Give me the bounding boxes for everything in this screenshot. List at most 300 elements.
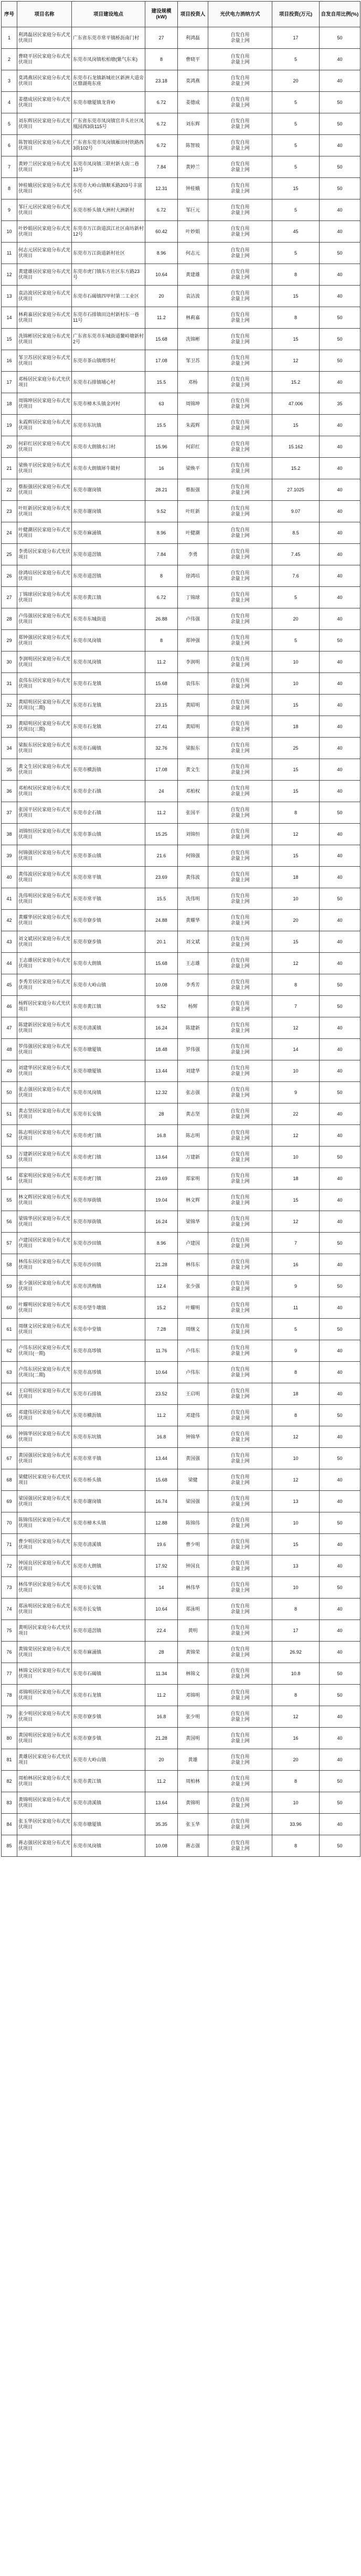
cell-investor: 刘东辉 [178,113,208,135]
cell-investor: 叶妙娟 [178,221,208,243]
cell-consumption-mode: 自发自用 余量上网 [208,1728,272,1749]
table-row [2,565,360,587]
cell-capacity: 17.08 [145,350,178,372]
cell-self-use-ratio: 40 [320,1168,360,1190]
cell-investor: 万建新 [178,1147,208,1168]
cell-project-name: 黄昭明居民家庭分布式光伏项目(三期) [17,716,72,738]
solar-project-table [1,1,360,1857]
cell-self-use-ratio: 40 [320,49,360,70]
cell-index: 63 [2,1362,17,1383]
cell-consumption-mode: 自发自用 余量上网 [208,1082,272,1103]
cell-investor: 黄国强 [178,1448,208,1469]
cell-location: 东莞市寮步镇 [72,910,145,931]
cell-capacity: 27 [145,27,178,49]
cell-index: 29 [2,630,17,651]
cell-project-name: 卢伟东居民家庭分布式光伏项目(一期) [17,1340,72,1362]
cell-project-name: 卢伟强居民家庭分布式光伏项目 [17,608,72,630]
table-row [2,1728,360,1749]
cell-consumption-mode: 自发自用 余量上网 [208,1340,272,1362]
cell-investment: 8 [272,1405,320,1426]
cell-location: 东莞市寮步镇 [72,1728,145,1749]
cell-consumption-mode: 自发自用 余量上网 [208,1211,272,1233]
cell-capacity: 19.6 [145,1534,178,1555]
cell-self-use-ratio: 40 [320,1728,360,1749]
cell-investment: 5 [272,92,320,113]
cell-index: 81 [2,1749,17,1771]
cell-investment: 12 [272,1426,320,1448]
cell-consumption-mode: 自发自用 余量上网 [208,221,272,243]
cell-capacity: 12.4 [145,1276,178,1297]
cell-investor: 袁洁波 [178,286,208,307]
cell-self-use-ratio: 40 [320,1383,360,1405]
cell-project-name: 莫鸿燕居民家庭分布式光伏项目 [17,70,72,92]
cell-investment: 7 [272,996,320,1017]
table-row [2,630,360,651]
cell-capacity: 15.5 [145,888,178,910]
cell-investment: 5 [272,49,320,70]
cell-index: 6 [2,135,17,156]
cell-investor: 黄婷兰 [178,156,208,178]
cell-investor: 邓锦明 [178,1685,208,1706]
cell-consumption-mode: 自发自用 余量上网 [208,781,272,802]
cell-investment: 15 [272,695,320,716]
cell-investor: 黄志坚 [178,1103,208,1125]
cell-self-use-ratio: 50 [320,1233,360,1254]
table-row [2,1405,360,1426]
cell-location: 东莞市麻涌镇 [72,522,145,544]
cell-project-name: 王志雄居民家庭分布式光伏项目 [17,953,72,974]
cell-location: 东莞市道滘镇 [72,565,145,587]
cell-project-name: 黄耀华居民家庭分布式光伏项目 [17,910,72,931]
cell-location: 东莞市黄江镇 [72,587,145,608]
cell-investment: 9 [272,1340,320,1362]
cell-index: 75 [2,1620,17,1642]
cell-investor: 冼伟明 [178,888,208,910]
table-row [2,415,360,436]
cell-project-name: 黄锦荣居民家庭分布式光伏项目 [17,1642,72,1663]
cell-investment: 10 [272,1060,320,1082]
cell-self-use-ratio: 50 [320,1771,360,1792]
cell-investment: 8 [272,264,320,286]
cell-index: 44 [2,953,17,974]
cell-project-name: 张国平居民家庭分布式光伏项目 [17,802,72,824]
cell-consumption-mode: 自发自用 余量上网 [208,695,272,716]
cell-consumption-mode: 自发自用 余量上网 [208,910,272,931]
cell-capacity: 24 [145,781,178,802]
cell-consumption-mode: 自发自用 余量上网 [208,651,272,673]
cell-capacity: 18.48 [145,1039,178,1060]
cell-project-name: 黄昭明居民家庭分布式光伏项目(二期) [17,695,72,716]
cell-project-name: 林锦文居民家庭分布式光伏项目 [17,1663,72,1685]
cell-self-use-ratio: 40 [320,1426,360,1448]
cell-project-name: 邓柏权居民家庭分布式光伏项目 [17,781,72,802]
cell-investment: 12 [272,350,320,372]
cell-investment: 5 [272,1319,320,1340]
cell-self-use-ratio: 50 [320,1147,360,1168]
cell-consumption-mode: 自发自用 余量上网 [208,1017,272,1039]
cell-investor: 梁焕平 [178,458,208,479]
table-row [2,479,360,501]
cell-investor: 张少强 [178,1276,208,1297]
cell-capacity: 8 [145,630,178,651]
cell-investment: 10 [272,673,320,695]
cell-index: 22 [2,479,17,501]
cell-self-use-ratio: 40 [320,1814,360,1835]
cell-capacity: 11.76 [145,1340,178,1362]
cell-index: 40 [2,867,17,888]
cell-self-use-ratio: 40 [320,910,360,931]
cell-consumption-mode: 自发自用 余量上网 [208,845,272,867]
cell-project-name: 张少明居民家庭分布式光伏项目 [17,1706,72,1728]
cell-investor: 张玉华 [178,1814,208,1835]
cell-index: 9 [2,199,17,221]
cell-investor: 黄伟波 [178,867,208,888]
cell-capacity: 16 [145,458,178,479]
cell-index: 72 [2,1555,17,1577]
cell-project-name: 叶耀明居民家庭分布式光伏项目 [17,1297,72,1319]
cell-capacity: 15.2 [145,1297,178,1319]
cell-consumption-mode: 自发自用 余量上网 [208,565,272,587]
cell-project-name: 李秀芳居民家庭分布式光伏项目 [17,974,72,996]
cell-consumption-mode: 自发自用 余量上网 [208,307,272,329]
cell-location: 东莞市东城街道 [72,608,145,630]
cell-consumption-mode: 自发自用 余量上网 [208,1749,272,1771]
cell-investment: 8 [272,974,320,996]
cell-investor: 钟国良 [178,1555,208,1577]
table-row [2,931,360,953]
cell-project-name: 林莉嘉居民家庭分布式光伏项目 [17,307,72,329]
cell-index: 27 [2,587,17,608]
cell-index: 46 [2,996,17,1017]
cell-project-name: 陈智坡居民家庭分布式光伏项目 [17,135,72,156]
cell-investment: 12 [272,1706,320,1728]
cell-investment: 9 [272,1276,320,1297]
cell-investment: 15 [272,286,320,307]
cell-location: 东莞市沙田镇 [72,1254,145,1276]
cell-index: 48 [2,1039,17,1060]
cell-project-name: 张玉华居民家庭分布式光伏项目 [17,1814,72,1835]
cell-consumption-mode: 自发自用 余量上网 [208,716,272,738]
table-row [2,1168,360,1190]
cell-consumption-mode: 自发自用 余量上网 [208,178,272,199]
cell-capacity: 9.52 [145,996,178,1017]
cell-capacity: 15.68 [145,329,178,350]
cell-location: 东莞市石龙镇 [72,1685,145,1706]
cell-consumption-mode: 自发自用 余量上网 [208,824,272,845]
cell-project-name: 黄锦明居民家庭分布式光伏项目 [17,1792,72,1814]
cell-index: 57 [2,1233,17,1254]
cell-capacity: 7.84 [145,544,178,565]
cell-consumption-mode: 自发自用 余量上网 [208,759,272,781]
header-index: 序号 [2,2,17,27]
table-row [2,329,360,350]
cell-consumption-mode: 自发自用 余量上网 [208,458,272,479]
cell-self-use-ratio: 40 [320,1749,360,1771]
cell-self-use-ratio: 40 [320,931,360,953]
table-row [2,1835,360,1857]
cell-project-name: 梁焕平居民家庭分布式光伏项目 [17,458,72,479]
table-row [2,1103,360,1125]
cell-index: 2 [2,49,17,70]
cell-capacity: 16.74 [145,1491,178,1512]
cell-investment: 7 [272,1233,320,1254]
cell-index: 34 [2,738,17,759]
cell-location: 东莞市沙田镇 [72,1233,145,1254]
cell-location: 东莞市洪梅镇 [72,1276,145,1297]
cell-capacity: 8.96 [145,522,178,544]
cell-location: 东莞市塘厦镇 [72,1039,145,1060]
cell-investment: 9 [272,1082,320,1103]
cell-index: 80 [2,1728,17,1749]
cell-consumption-mode: 自发自用 余量上网 [208,49,272,70]
cell-location: 东莞市麻涌镇 [72,1642,145,1663]
cell-index: 79 [2,1706,17,1728]
cell-consumption-mode: 自发自用 余量上网 [208,415,272,436]
cell-self-use-ratio: 50 [320,243,360,264]
table-row [2,1362,360,1383]
cell-consumption-mode: 自发自用 余量上网 [208,329,272,350]
table-row [2,1448,360,1469]
cell-consumption-mode: 自发自用 余量上网 [208,1254,272,1276]
cell-consumption-mode: 自发自用 余量上网 [208,70,272,92]
cell-investor: 罗伟强 [178,1039,208,1060]
table-row [2,1663,360,1685]
cell-capacity: 15.25 [145,824,178,845]
cell-index: 28 [2,608,17,630]
cell-location: 东莞市凤岗镇 [72,1835,145,1857]
cell-index: 77 [2,1663,17,1685]
cell-investment: 15 [272,781,320,802]
cell-location: 东莞市横沥镇 [72,1405,145,1426]
cell-capacity: 10.64 [145,264,178,286]
cell-location: 东莞市石碣镇 [72,738,145,759]
cell-self-use-ratio: 40 [320,1039,360,1060]
cell-investor: 黄建雄 [178,264,208,286]
cell-self-use-ratio: 40 [320,264,360,286]
cell-self-use-ratio: 50 [320,1685,360,1706]
cell-capacity: 16.8 [145,1125,178,1147]
table-row [2,802,360,824]
cell-self-use-ratio: 40 [320,1297,360,1319]
table-row [2,178,360,199]
cell-self-use-ratio: 40 [320,1599,360,1620]
cell-investor: 朱霞辉 [178,415,208,436]
cell-capacity: 12.32 [145,1082,178,1103]
cell-consumption-mode: 自发自用 余量上网 [208,479,272,501]
cell-project-name: 万建新居民家庭分布式光伏项目 [17,1147,72,1168]
cell-index: 1 [2,27,17,49]
cell-self-use-ratio: 40 [320,695,360,716]
cell-investor: 叶健潮 [178,522,208,544]
cell-capacity: 12.88 [145,1512,178,1534]
cell-self-use-ratio: 40 [320,1620,360,1642]
cell-self-use-ratio: 40 [320,1642,360,1663]
cell-consumption-mode: 自发自用 余量上网 [208,156,272,178]
cell-project-name: 陈建新居民家庭分布式光伏项目 [17,1017,72,1039]
cell-project-name: 周柏林居民家庭分布式光伏项目 [17,1771,72,1792]
cell-investor: 卢伟东 [178,1362,208,1383]
cell-investor: 王志雄 [178,953,208,974]
cell-consumption-mode: 自发自用 余量上网 [208,1039,272,1060]
cell-consumption-mode: 自发自用 余量上网 [208,113,272,135]
cell-location: 东莞市虎门镇 [72,1168,145,1190]
table-row [2,544,360,565]
cell-capacity: 8.96 [145,1233,178,1254]
header-consumption-mode: 光伏电力消纳方式 [208,2,272,27]
cell-investor: 梁健 [178,1469,208,1491]
table-row [2,910,360,931]
cell-capacity: 10.08 [145,1835,178,1857]
cell-capacity: 23.69 [145,1168,178,1190]
cell-index: 19 [2,415,17,436]
cell-consumption-mode: 自发自用 余量上网 [208,1190,272,1211]
table-row [2,522,360,544]
cell-capacity: 21.28 [145,1254,178,1276]
table-row [2,436,360,458]
cell-capacity: 15.5 [145,372,178,393]
cell-self-use-ratio: 50 [320,1276,360,1297]
cell-consumption-mode: 自发自用 余量上网 [208,587,272,608]
cell-investor: 林伟东 [178,1254,208,1276]
cell-investor: 李润明 [178,651,208,673]
cell-capacity: 26.88 [145,608,178,630]
cell-self-use-ratio: 50 [320,630,360,651]
cell-project-name: 徐鸿培居民家庭分布式光伏项目 [17,565,72,587]
cell-consumption-mode: 自发自用 余量上网 [208,1491,272,1512]
cell-index: 85 [2,1835,17,1857]
cell-consumption-mode: 自发自用 余量上网 [208,1297,272,1319]
cell-index: 62 [2,1340,17,1362]
cell-capacity: 35.35 [145,1814,178,1835]
cell-capacity: 17.08 [145,759,178,781]
cell-project-name: 郑泳明居民家庭分布式光伏项目 [17,1599,72,1620]
cell-location: 东莞市茶山镇 [72,824,145,845]
header-capacity: 建设规模(kW) [145,2,178,27]
cell-investment: 8 [272,307,320,329]
cell-index: 82 [2,1771,17,1792]
cell-location: 东莞市大朗镇水口村 [72,436,145,458]
table-row [2,867,360,888]
cell-capacity: 11.2 [145,1685,178,1706]
cell-project-name: 黄雄居民家庭分布式光伏项目 [17,1749,72,1771]
cell-location: 东莞市厚街镇 [72,1211,145,1233]
cell-investment: 8 [272,1599,320,1620]
cell-project-name: 黄伟波居民家庭分布式光伏项目 [17,867,72,888]
cell-consumption-mode: 自发自用 余量上网 [208,522,272,544]
table-row [2,759,360,781]
cell-project-name: 陈锦伟居民家庭分布式光伏项目 [17,1512,72,1534]
cell-self-use-ratio: 40 [320,1254,360,1276]
cell-project-name: 张志强居民家庭分布式光伏项目 [17,1082,72,1103]
cell-self-use-ratio: 50 [320,1082,360,1103]
cell-location: 东莞市石排镇田边村新村东一巷11号 [72,307,145,329]
cell-investor: 黄耀华 [178,910,208,931]
cell-investor: 邓建伟 [178,1405,208,1426]
cell-index: 54 [2,1168,17,1190]
cell-location: 东莞市厚街镇 [72,1190,145,1211]
cell-project-name: 刘锦恒居民家庭分布式光伏项目 [17,824,72,845]
cell-consumption-mode: 自发自用 余量上网 [208,544,272,565]
cell-location: 东莞市大岭山镇 [72,1749,145,1771]
header-location: 项目建设地点 [72,2,145,27]
cell-project-name: 蒋志强居民家庭分布式光伏项目 [17,1835,72,1857]
cell-investment: 8 [272,1771,320,1792]
project-list-document [1,1,360,1857]
cell-investment: 10 [272,651,320,673]
cell-investment: 12 [272,1017,320,1039]
cell-consumption-mode: 自发自用 余量上网 [208,393,272,415]
cell-consumption-mode: 自发自用 余量上网 [208,974,272,996]
cell-index: 49 [2,1060,17,1082]
cell-capacity: 6.72 [145,113,178,135]
cell-investment: 12 [272,824,320,845]
cell-consumption-mode: 自发自用 余量上网 [208,1620,272,1642]
table-body [2,27,360,1857]
cell-self-use-ratio: 50 [320,156,360,178]
cell-location: 东莞市谢岗镇 [72,479,145,501]
table-row [2,1276,360,1297]
cell-investor: 曹晓平 [178,49,208,70]
cell-capacity: 20 [145,1749,178,1771]
cell-location: 东莞市大朗镇 [72,1555,145,1577]
cell-self-use-ratio: 40 [320,501,360,522]
cell-capacity: 11.2 [145,802,178,824]
cell-consumption-mode: 自发自用 余量上网 [208,1426,272,1448]
cell-index: 24 [2,522,17,544]
cell-location: 东莞市东坑镇 [72,1426,145,1448]
cell-investment: 5 [272,630,320,651]
table-row [2,70,360,92]
cell-self-use-ratio: 40 [320,1469,360,1491]
cell-location: 东莞市黄江镇 [72,1771,145,1792]
cell-index: 65 [2,1405,17,1426]
cell-self-use-ratio: 40 [320,587,360,608]
cell-investment: 27.1025 [272,479,320,501]
cell-project-name: 邓锦明居民家庭分布式光伏项目 [17,1685,72,1706]
cell-consumption-mode: 自发自用 余量上网 [208,1792,272,1814]
cell-location: 东莞市樟木头镇 [72,1512,145,1534]
cell-capacity: 21.28 [145,1728,178,1749]
cell-index: 50 [2,1082,17,1103]
cell-self-use-ratio: 40 [320,70,360,92]
cell-project-name: 李润明居民家庭分布式光伏项目 [17,651,72,673]
cell-self-use-ratio: 40 [320,716,360,738]
cell-project-name: 林伟东居民家庭分布式光伏项目 [17,1254,72,1276]
table-row [2,1620,360,1642]
cell-investor: 周锦坤 [178,393,208,415]
cell-investment: 11 [272,1297,320,1319]
cell-consumption-mode: 自发自用 余量上网 [208,630,272,651]
table-row [2,113,360,135]
cell-location: 东莞市清溪镇 [72,1792,145,1814]
cell-self-use-ratio: 50 [320,329,360,350]
table-row [2,49,360,70]
cell-investor: 卢伟强 [178,608,208,630]
cell-capacity: 23.69 [145,867,178,888]
cell-location: 东莞市中堂镇 [72,1319,145,1340]
cell-index: 12 [2,264,17,286]
cell-index: 14 [2,307,17,329]
cell-consumption-mode: 自发自用 余量上网 [208,1685,272,1706]
cell-investor: 周柏林 [178,1771,208,1792]
table-row [2,1233,360,1254]
cell-index: 58 [2,1254,17,1276]
cell-index: 45 [2,974,17,996]
cell-investor: 邓杨 [178,372,208,393]
cell-capacity: 28.21 [145,479,178,501]
cell-location: 东莞市谢岗镇 [72,501,145,522]
cell-index: 21 [2,458,17,479]
